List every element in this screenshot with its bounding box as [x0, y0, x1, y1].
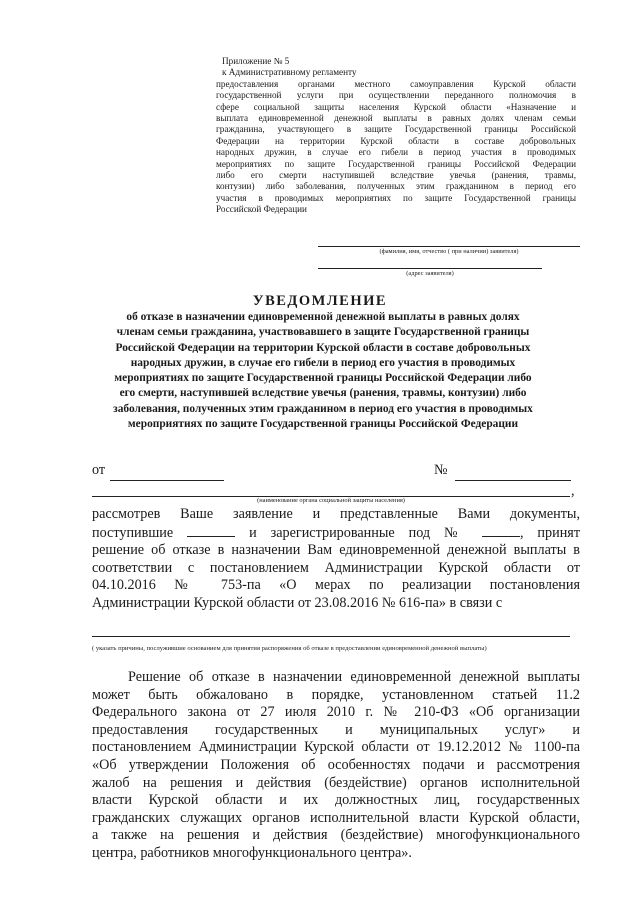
- registered-label: и зарегистрированные под №: [249, 524, 468, 541]
- org-caption: (наименование органа социальной защиты населения): [257, 497, 405, 504]
- decision-line-2: [92, 524, 580, 543]
- number-label: №: [434, 462, 448, 478]
- notice-subtitle: [88, 310, 558, 432]
- subtitle-line: мероприятиях по защите Государственной границы Российской Федерации: [127, 418, 519, 431]
- notice-title: УВЕДОМЛЕНИЕ: [252, 293, 388, 309]
- appendix-line: предоставления органами местного самоуправления Курской области: [216, 78, 576, 89]
- appendix-line: Федерации на территории Курской области в составе добровольных: [216, 135, 576, 146]
- appeal-line: гражданских служащих органов исполнительной власти Курской области,: [92, 809, 580, 826]
- subtitle-line: его смерти, наступившей вследствие увечья (ранения, травмы, контузии) либо: [119, 387, 527, 400]
- number-field[interactable]: [455, 480, 571, 481]
- appeal-line: Решение об отказе в назначении единовременной денежной выплаты: [128, 669, 580, 685]
- subtitle-line: членам семьи гражданина, участвовавшего в защите Государственной границы: [116, 326, 530, 339]
- appeal-line: «Об утверждении Положения об особенностях подачи и рассмотрения: [92, 756, 580, 773]
- appendix-line: участия в проводимых мероприятиях по защите Государственной границы: [216, 192, 576, 203]
- decision-line: соответствии с постановлением Администрации Курской области от: [92, 559, 580, 576]
- subtitle-line: народных дружин, в случае его гибели в период его участия в проводимых: [130, 356, 516, 369]
- appendix-line: контузии) либо заболевания, полученных этим гражданином в период его: [216, 181, 576, 192]
- appendix-block: [216, 56, 576, 216]
- from-label: от: [92, 462, 106, 478]
- applicant-name-line[interactable]: [318, 246, 580, 247]
- decision-paragraph: [92, 506, 580, 613]
- appendix-line: к Административному регламенту: [222, 67, 357, 78]
- date-field[interactable]: [110, 480, 224, 481]
- appeal-line: может быть обжаловано в порядке, установленном статьей 11.2: [92, 686, 580, 703]
- decision-line: рассмотрев Ваше заявление и представленные Вами документы,: [92, 506, 580, 522]
- received-label: поступившие: [92, 524, 174, 541]
- adopted-label: , принят: [519, 524, 581, 541]
- appendix-line: либо его смерти наступившей вследствие увечья (ранения, травмы,: [216, 170, 576, 181]
- registration-number-field[interactable]: [482, 524, 520, 537]
- appeal-line: центра, работников многофункционального центра».: [92, 844, 412, 861]
- appendix-line: мероприятиях по защите Государственной границы Российской Федерации: [216, 158, 576, 169]
- subtitle-line: Российской Федерации на территории Курской области в составе добровольных: [115, 341, 531, 354]
- decision-line: Администрации Курской области от 23.08.2016 № 616-па» в связи с: [92, 594, 503, 611]
- appendix-line: сфере социальной защиты населения Курской области «Назначение и: [216, 101, 576, 112]
- appeal-paragraph: [92, 669, 580, 863]
- decision-line: решение об отказе в назначении Вам единовременной денежной выплаты в: [92, 542, 580, 559]
- received-date-field[interactable]: [187, 524, 235, 537]
- subtitle-line: заболевания, полученных этим гражданином в период его участия в проводимых: [113, 402, 533, 415]
- appendix-line: государственной услуги при осуществлении переданного полномочия в: [216, 90, 576, 101]
- applicant-name-caption: (фамилия, имя, отчество ( при наличии) заявителя): [379, 248, 519, 255]
- appendix-line: выплата единовременной денежной выплаты в равных долях членам семьи: [216, 113, 576, 124]
- appeal-line: предоставления государственных и муниципальных услуг» и: [92, 721, 580, 738]
- subtitle-line: мероприятиях по защите Государственной границы Российской Федерации либо: [114, 372, 532, 385]
- appendix-line: Российской Федерации: [216, 204, 307, 215]
- reason-field[interactable]: [92, 636, 570, 637]
- appendix-line: народных дружин, в случае его гибели в период участия в проводимых: [216, 147, 576, 158]
- appeal-line: власти Курской области и их должностных лиц, государственных: [92, 792, 580, 809]
- appeal-line: жалоб на решения и действия (бездействие) органов исполнительной: [92, 774, 580, 791]
- applicant-address-line[interactable]: [318, 268, 542, 269]
- reason-caption: ( указать причины, послужившие основанием для принятия распоряжения об отказе в предоставлении единовременной денежной выплаты): [92, 645, 487, 652]
- appeal-line: постановлением Администрации Курской области от 19.12.2012 № 1100-па: [92, 739, 580, 756]
- subtitle-line: об отказе в назначении единовременной денежной выплаты в равных долях: [126, 311, 520, 323]
- decision-line: 04.10.2016 № 753-па «О мерах по реализации постановления: [92, 577, 580, 594]
- appendix-line: гражданина, участвующего в защите Государственной границы Российской: [216, 124, 576, 135]
- appeal-line: Федерального закона от 27 июля 2010 г. № 210-ФЗ «Об организации: [92, 704, 580, 721]
- applicant-address-caption: (адрес заявителя): [406, 270, 454, 277]
- appeal-line: а также на решения и действия (бездействие) многофункционального: [92, 827, 580, 844]
- org-name-comma: ,: [571, 483, 575, 499]
- appendix-number: Приложение № 5: [222, 56, 290, 66]
